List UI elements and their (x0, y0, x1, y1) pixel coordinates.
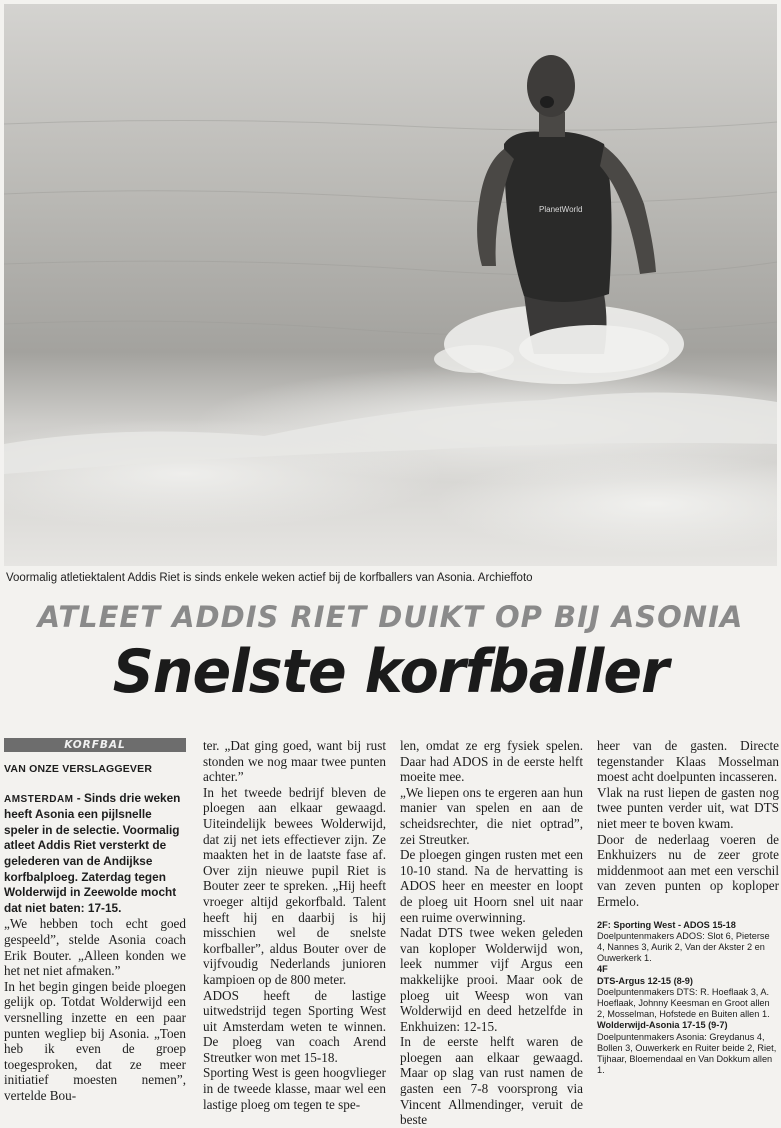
paragraph: In het tweede bedrijf bleven de ploegen aan elkaar gewaagd. Uiteindelijk bewees Wolderwijd, dat zij net iets effectiever zijn. Ze maakten het in de laatste fase af. Over zijn nieuwe pupil Riet is Bouter zeer te spreken. „Hij heeft vroeger altijd gekorfbald. Talent heeft hij en daarbij is hij misschien wel de snelste korfballer”, aldus Bouter over de vijfvoudig Nederlands junioren kampioen op de 800 meter. (203, 784, 386, 987)
headline-main: Snelste korfballer (112, 637, 669, 707)
article-column-3 (400, 738, 583, 1128)
paragraph: ter. „Dat ging goed, want bij rust stonden we nog maar twee punten achter.” (203, 738, 386, 785)
article-photo (4, 4, 777, 566)
result-heading: 4F (597, 964, 608, 975)
article-lede (4, 791, 186, 917)
paragraph: Door de nederlaag voeren de Enkhuizers nu de zeer grote middenmoot aan met een verschil van zeven punten op koploper Ermelo. (597, 831, 779, 909)
photo-credit: Archieffoto (477, 572, 533, 584)
lede-text: - Sinds drie weken heeft Asonia een pijlsnelle speler in de selectie. Voormalig atleet Addis Riet versterkt de gelederen van de Andijkse korfbalploeg. Zaterdag tegen Wolderwijd in Zeewolde mocht dat niet baten: 17-15. (4, 790, 181, 915)
paragraph: „We liepen ons te ergeren aan hun manier van spelen en aan de scheidsrechter, die niet optrad”, zei Streutker. (400, 784, 583, 847)
result-heading: 2F: Sporting West - ADOS 15-18 (597, 919, 736, 930)
svg-text:PlanetWorld: PlanetWorld (539, 205, 583, 214)
paragraph: De ploegen gingen rusten met een 10-10 stand. Na de hervatting is ADOS heer en meester en loopt de ploeg uit Hoorn snel uit naar een ruime overwinning. (400, 847, 583, 925)
result-scorers: Doelpuntenmakers Asonia: Greydanus 4, Bollen 3, Ouwerkerk en Ruiter beide 2, Riet, Tijhaar, Bloemendaal en Van Dokkum allen 1. (597, 1031, 777, 1076)
paragraph: Nadat DTS twee weken geleden van koploper Wolderwijd won, leek nummer vijf Argus een makkelijke prooi. Maar ook de ploeg uit Weesp won van Wolderwijd en deed hetzelfde in Enkhuizen: 12-15. (400, 925, 583, 1034)
headline-kicker: ATLEET ADDIS RIET DUIKT OP BIJ ASONIA (37, 600, 744, 634)
result-scorers: Doelpuntenmakers ADOS: Slot 6, Pieterse 4, Nannes 3, Aurik 2, Van der Akster 2 en Ouwerkerk 1. (597, 930, 770, 964)
paragraph: In de eerste helft waren de ploegen aan elkaar gewaagd. Maar op slag van rust namen de gasten een 7-8 voorsprong via Vincent Allmendinger, veruit de beste (400, 1034, 583, 1128)
dateline: AMSTERDAM (4, 793, 74, 805)
result-heading: DTS-Argus 12-15 (8-9) (597, 975, 693, 986)
section-tag: KORFBAL (4, 738, 186, 752)
byline: VAN ONZE VERSLAGGEVER (4, 763, 153, 775)
paragraph: ADOS heeft de lastige uitwedstrijd tegen Sporting West uit Amsterdam weten te winnen. De ploeg van coach Arend Streutker won met 15-18. (203, 987, 386, 1065)
paragraph: heer van de gasten. Directe tegenstander Klaas Mosselman moest acht doelpunten incasseren. (597, 738, 779, 785)
caption-text: Voormalig atletiektalent Addis Riet is sinds enkele weken actief bij de korfballers van Asonia. (6, 572, 476, 584)
paragraph: len, omdat ze erg fysiek spelen. Daar had ADOS in de eerste helft moeite mee. (400, 738, 583, 785)
results-box (597, 920, 779, 1077)
swimmer-photo-illustration (4, 4, 777, 566)
paragraph: In het begin gingen beide ploegen gelijk op. Totdat Wolderwijd een versnelling inzette en een paar punten wegliep bij Asonia. „Toen heb ik even de groep toegesproken, dat ze meer initiatief moesten nemen”, vertelde Bou- (4, 978, 186, 1103)
paragraph: „We hebben toch echt goed gespeeld”, stelde Asonia coach Erik Bouter. „Alleen konden we het net niet afmaken.” (4, 916, 186, 979)
paragraph: Sporting West is geen hoogvlieger in de tweede klasse, maar wel een lastige ploeg om tegen te spe- (203, 1065, 386, 1112)
article-column-2 (203, 738, 386, 1112)
paragraph: Vlak na rust liepen de gasten nog twee punten verder uit, wat DTS niet meer te boven kwam. (597, 784, 779, 831)
article-column-1 (4, 738, 186, 1103)
photo-caption (6, 572, 776, 584)
article-column-4 (597, 738, 779, 1076)
result-heading: Wolderwijd-Asonia 17-15 (9-7) (597, 1020, 728, 1031)
result-scorers: Doelpuntenmakers DTS: R. Hoeflaak 3, A. Hoeflaak, Johnny Keesman en Groot allen 2, Mosselman, Hofstede en Buiten allen 1. (597, 986, 770, 1020)
